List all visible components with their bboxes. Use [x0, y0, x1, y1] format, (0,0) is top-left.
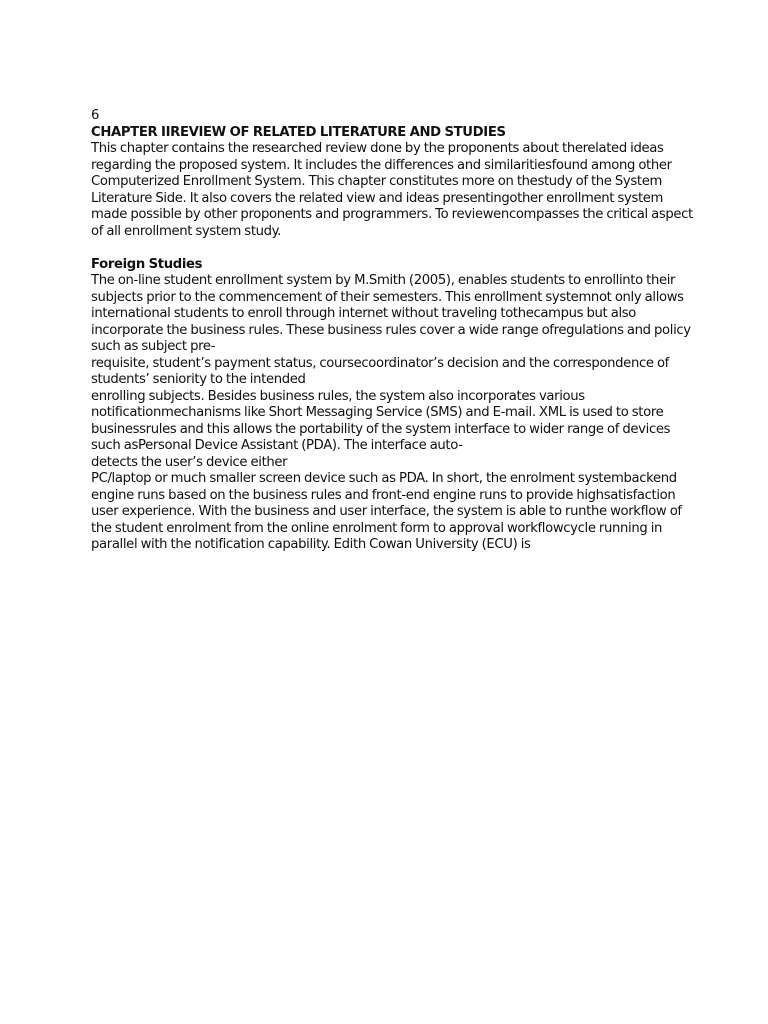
body-line: students’ seniority to the intended — [91, 372, 306, 387]
body-line: notificationmechanisms like Short Messaging Service (SMS) and E-mail. XML is used to store — [91, 405, 664, 420]
body-line: subjects prior to the commencement of their semesters. This enrollment systemnot only allows — [91, 289, 684, 305]
body-line: PC/laptop or much smaller screen device such as PDA. In short, the enrolment systembackend — [91, 471, 677, 486]
body-line: the student enrolment from the online enrolment form to approval workflowcycle running in — [91, 520, 663, 536]
intro-line: of all enrollment system study. — [91, 223, 282, 239]
body-line: international students to enroll through internet without traveling tothecampus but also — [91, 306, 637, 321]
document-page — [91, 108, 691, 554]
section-heading: Foreign Studies — [91, 256, 203, 272]
intro-line: made possible by other proponents and programmers. To reviewencompasses the critical aspect — [91, 207, 693, 222]
intro-paragraph — [91, 141, 691, 240]
intro-line: regarding the proposed system. It includes the differences and similaritiesfound among other — [91, 157, 672, 173]
body-line: businessrules and this allows the portability of the system interface to wider range of devices — [91, 421, 671, 437]
chapter-heading: CHAPTER IIREVIEW OF RELATED LITERATURE AND STUDIES — [91, 124, 506, 140]
page-number: 6 — [91, 108, 100, 123]
intro-line: Computerized Enrollment System. This chapter constitutes more on thestudy of the System — [91, 174, 662, 189]
paragraph-spacer — [91, 240, 691, 257]
body-line: such as subject pre- — [91, 339, 216, 354]
body-line: such asPersonal Device Assistant (PDA). The interface auto- — [91, 438, 463, 453]
body-line: engine runs based on the business rules and front-end engine runs to provide highsatisfaction — [91, 487, 676, 503]
body-line: The on-line student enrollment system by M.Smith (2005), enables students to enrollinto their — [91, 273, 676, 288]
body-line: enrolling subjects. Besides business rules, the system also incorporates various — [91, 388, 585, 404]
body-line: detects the user’s device either — [91, 454, 288, 470]
body-line: user experience. With the business and user interface, the system is able to runthe workflow of — [91, 504, 682, 519]
foreign-studies-paragraph — [91, 273, 691, 554]
body-line: parallel with the notification capability. Edith Cowan University (ECU) is — [91, 537, 531, 552]
intro-line: Literature Side. It also covers the related view and ideas presentingother enrollment system — [91, 190, 664, 206]
body-line: requisite, student’s payment status, coursecoordinator’s decision and the correspondence of — [91, 355, 669, 371]
intro-line: This chapter contains the researched review done by the proponents about therelated ideas — [91, 141, 664, 156]
body-line: incorporate the business rules. These business rules cover a wide range ofregulations and policy — [91, 322, 691, 338]
